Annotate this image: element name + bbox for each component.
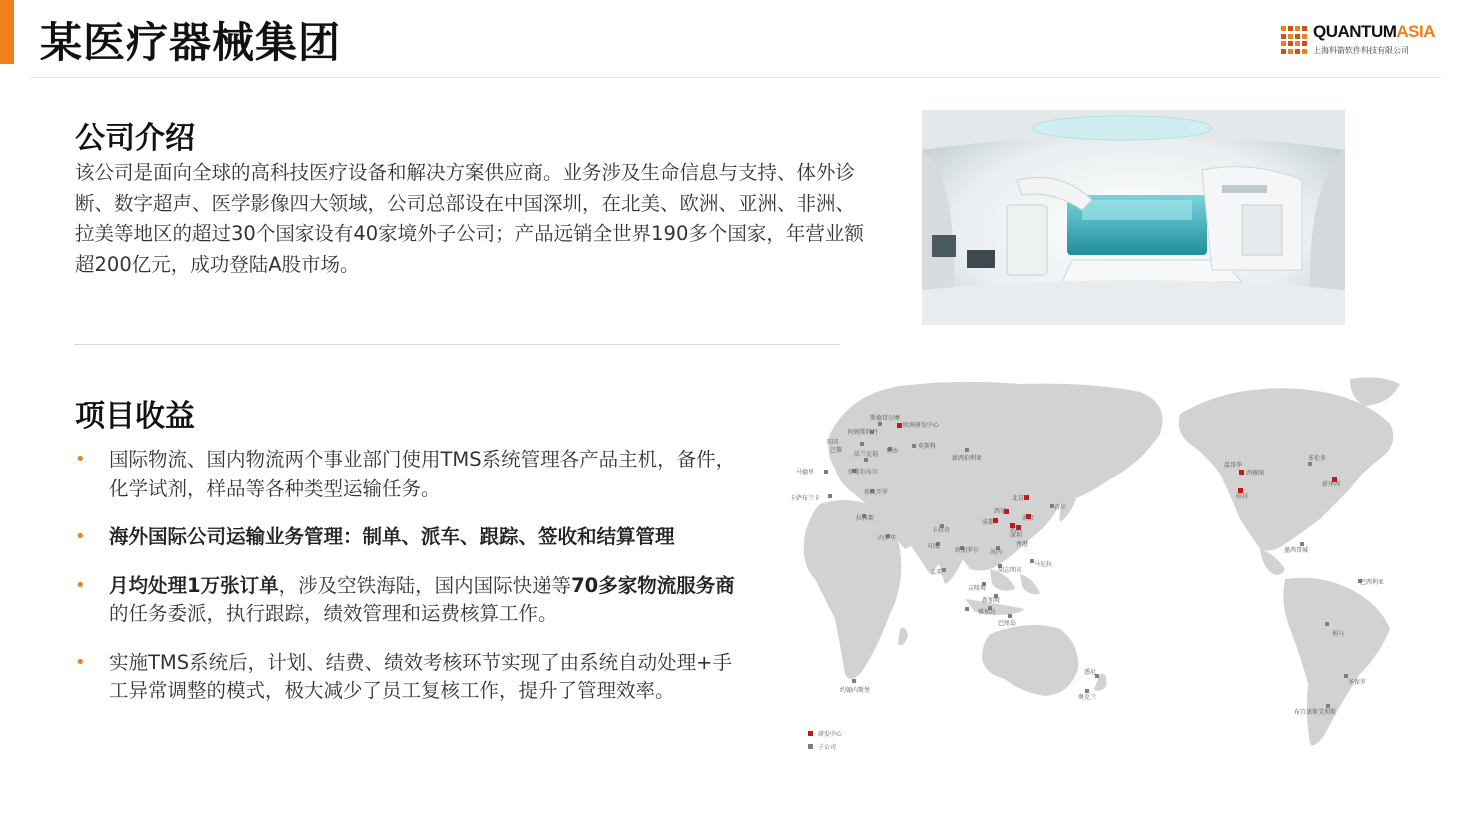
benefit-item-3: • 月均处理1万张订单，涉及空铁海陆，国内国际快递等70多家物流服务商的任务委派，执行跟踪，绩效管理和运费核算工作。	[75, 573, 735, 625]
bullet-dot: •	[75, 651, 86, 673]
svg-text:埃及开罗: 埃及开罗	[864, 489, 889, 496]
svg-text:香港: 香港	[1016, 541, 1029, 548]
svg-text:利马: 利马	[1332, 631, 1345, 638]
svg-text:武汉: 武汉	[1010, 526, 1023, 533]
bullet-dot: •	[75, 574, 86, 596]
svg-text:班加罗尔: 班加罗尔	[955, 547, 980, 554]
legend-sub-swatch	[808, 744, 813, 749]
svg-text:悉尼: 悉尼	[1084, 669, 1097, 676]
svg-text:巴黎: 巴黎	[830, 447, 843, 454]
svg-text:子公司: 子公司	[818, 744, 837, 751]
svg-text:斯德哥尔摩: 斯德哥尔摩	[870, 415, 901, 422]
svg-text:温哥华: 温哥华	[1224, 462, 1243, 469]
svg-text:北京: 北京	[1012, 495, 1025, 502]
svg-text:欧洲研发中心: 欧洲研发中心	[903, 422, 940, 429]
benefit-item-1: • 国际物流、国内物流两个事业部门使用TMS系统管理各产品主机，备件，化学试剂，样品等各种类型运输任务。	[75, 448, 736, 500]
logo-subtitle: 上海科箭软件科技有限公司	[1313, 46, 1409, 55]
svg-text:法兰克福: 法兰克福	[854, 451, 879, 458]
benefit-item-4: • 实施TMS系统后，计划、结费、绩效考核环节实现了由系统自动处理+手工异常调整的模式，极大减少了员工复核工作，提升了管理效率。	[75, 650, 732, 702]
svg-text:胡志明市: 胡志明市	[998, 567, 1023, 574]
svg-text:巴西利亚: 巴西利亚	[1360, 579, 1385, 586]
svg-text:阿姆斯特丹: 阿姆斯特丹	[848, 429, 879, 436]
section-divider	[74, 344, 840, 345]
logo-grid-icon	[1281, 26, 1309, 54]
svg-text:成都: 成都	[982, 519, 995, 526]
svg-text:南京: 南京	[1022, 515, 1035, 522]
svg-text:莫斯科: 莫斯科	[918, 443, 937, 450]
svg-text:多伦多: 多伦多	[1308, 455, 1327, 462]
benefits-list	[75, 446, 745, 726]
svg-text:孟买: 孟买	[930, 569, 943, 576]
svg-text:硅谷: 硅谷	[1236, 493, 1249, 500]
bullet-dot: •	[75, 526, 86, 547]
svg-text:研发中心: 研发中心	[818, 731, 843, 738]
svg-text:新西伯利亚: 新西伯利亚	[952, 455, 983, 462]
bullet-dot: •	[75, 449, 86, 470]
title-accent-bar	[0, 0, 14, 64]
svg-text:卡拉奇: 卡拉奇	[932, 527, 951, 534]
svg-text:印度: 印度	[928, 543, 941, 550]
operating-room-photo	[922, 110, 1345, 325]
svg-text:卡萨布兰卡: 卡萨布兰卡	[790, 495, 821, 502]
page-title: 某医疗器械集团	[40, 18, 342, 67]
map-legend	[808, 730, 843, 751]
svg-text:拉各斯: 拉各斯	[856, 515, 875, 522]
svg-text:马德里: 马德里	[796, 469, 815, 476]
legend-rd-swatch	[808, 731, 813, 736]
svg-text:西安: 西安	[994, 508, 1007, 515]
benefit-item-2: • 海外国际公司运输业务管理：制单、派车、跟踪、签收和结算管理	[75, 523, 745, 552]
svg-text:深圳: 深圳	[1010, 532, 1023, 539]
svg-text:新加坡: 新加坡	[982, 597, 1001, 604]
svg-text:奥克兰: 奥克兰	[1078, 694, 1097, 701]
benefits-heading: 项目收益	[75, 399, 195, 434]
logo-name: QUANTUMASIA	[1313, 22, 1436, 41]
svg-text:英国: 英国	[826, 439, 839, 446]
svg-text:圣保罗: 圣保罗	[1348, 679, 1367, 686]
header-divider	[30, 77, 1441, 78]
world-map	[760, 374, 1440, 758]
svg-text:吉隆坡: 吉隆坡	[968, 585, 987, 592]
company-logo	[1281, 20, 1441, 60]
svg-text:马尼拉: 马尼拉	[1034, 561, 1053, 568]
intro-paragraph: 该公司是面向全球的高科技医疗设备和解决方案供应商。业务涉及生命信息与支持、体外诊断、数字超声、医学影像四大领域，公司总部设在中国深圳，在北美、欧洲、亚洲、非洲、拉美等地区的超过30个国家设有40家境外子公司；产品远销全世界190多个国家，年营业额超200亿元，成功登陆A股市场。	[75, 161, 864, 276]
intro-heading: 公司介绍	[75, 121, 195, 156]
svg-text:约翰内斯堡: 约翰内斯堡	[840, 687, 871, 694]
svg-text:华沙: 华沙	[886, 448, 899, 455]
svg-text:河内: 河内	[990, 549, 1003, 556]
svg-text:墨西哥城: 墨西哥城	[1284, 547, 1309, 554]
svg-text:伊斯坦布尔: 伊斯坦布尔	[848, 469, 879, 476]
svg-text:布宜诺斯艾利斯: 布宜诺斯艾利斯	[1294, 709, 1337, 716]
svg-text:西雅图: 西雅图	[1246, 470, 1265, 477]
svg-text:新泽西: 新泽西	[1322, 481, 1341, 488]
svg-text:内罗毕: 内罗毕	[878, 535, 897, 542]
svg-text:巴厘岛: 巴厘岛	[998, 620, 1017, 627]
svg-text:雅加达: 雅加达	[978, 609, 997, 616]
svg-text:首尔: 首尔	[1054, 504, 1067, 511]
